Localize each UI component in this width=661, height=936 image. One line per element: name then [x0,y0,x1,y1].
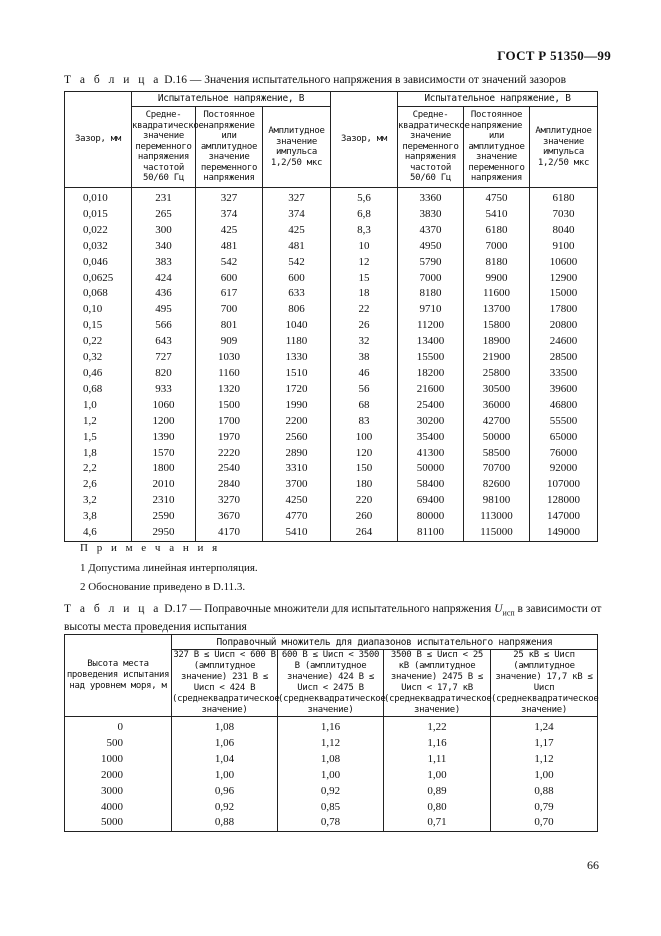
table-cell: 3310 [263,461,331,477]
header-dc-left: Постоянное напряжение или амплитудное значение переменного напряжения [196,107,263,188]
table-cell: 25800 [464,366,530,382]
table-cell: 1510 [263,366,331,382]
table-cell: 0,046 [65,255,132,271]
table-cell: 1180 [263,334,331,350]
table-cell: 7030 [530,207,598,223]
table-row [65,271,598,287]
table16-label: Т а б л и ц а [64,74,162,86]
table-cell: 2000 [65,768,172,784]
table-cell: 0,85 [278,800,384,816]
table-cell: 65000 [530,430,598,446]
table-cell: 18200 [398,366,464,382]
table-cell: 1700 [196,414,263,430]
table-cell: 1,8 [65,446,132,462]
table-cell: 566 [132,318,196,334]
table-row [65,188,598,207]
table-cell: 801 [196,318,263,334]
table-cell: 1500 [196,398,263,414]
table-cell: 1,00 [384,768,491,784]
header-range-3: 3500 В ≤ Uисп < 25 кВ (амплитудное значение) 2475 В ≤ Uисп < 17,7 кВ (среднеквадратическое значение) [384,650,492,715]
table-cell: 1990 [263,398,331,414]
table17-title-b: в зависимости от [514,603,602,615]
table-cell: 0 [65,717,172,736]
table-cell: 1330 [263,350,331,366]
table-cell: 542 [196,255,263,271]
table-cell: 0,068 [65,286,132,302]
table-cell: 32 [331,334,398,350]
table16-notes [80,541,258,594]
table-cell: 1,24 [491,717,598,736]
header-rms-right: Средне-квадратическое значение переменного напряжения частотой 50/60 Гц [398,107,464,188]
table-cell: 0,70 [491,815,598,831]
table-row [65,255,598,271]
table-cell: 41300 [398,446,464,462]
table-cell: 481 [263,239,331,255]
table-cell: 8,3 [331,223,398,239]
table-cell: 1,2 [65,414,132,430]
table-cell: 0,92 [278,784,384,800]
table-row [65,366,598,382]
table17-number: D.17 [164,603,187,615]
table-cell: 1320 [196,382,263,398]
table-cell: 0,68 [65,382,132,398]
table-d16-body [65,188,598,542]
table-d17-body [65,717,598,832]
table-cell: 9900 [464,271,530,287]
table-row [65,446,598,462]
table-cell: 46800 [530,398,598,414]
table-cell: 617 [196,286,263,302]
table-cell: 15000 [530,286,598,302]
table-cell: 36000 [464,398,530,414]
table-cell: 8180 [464,255,530,271]
table-cell: 1160 [196,366,263,382]
table-cell: 0,78 [278,815,384,831]
table-cell: 2590 [132,509,196,525]
table-cell: 0,015 [65,207,132,223]
header-gap-left: Зазор, мм [65,92,132,188]
table-cell: 39600 [530,382,598,398]
table-cell: 18 [331,286,398,302]
table-cell: 806 [263,302,331,318]
table-cell: 9710 [398,302,464,318]
table-cell: 425 [263,223,331,239]
table-row [65,509,598,525]
table-cell: 50000 [398,461,464,477]
table-cell: 600 [263,271,331,287]
table-row [65,286,598,302]
table-cell: 0,32 [65,350,132,366]
table-row [65,398,598,414]
document-code: ГОСТ Р 51350—99 [497,48,611,63]
table-cell: 150 [331,461,398,477]
table-cell: 1,08 [172,717,278,736]
table-cell: 0,032 [65,239,132,255]
table-cell: 50000 [464,430,530,446]
table-cell: 6,8 [331,207,398,223]
table-row [65,768,598,784]
table-cell: 4950 [398,239,464,255]
table-row [65,752,598,768]
table-cell: 1040 [263,318,331,334]
table-cell: 38 [331,350,398,366]
table-cell: 15 [331,271,398,287]
table-cell: 2560 [263,430,331,446]
header-voltage-group-left: Испытательное напряжение, В [132,92,331,107]
table-cell: 82600 [464,477,530,493]
table-cell: 35400 [398,430,464,446]
table-cell: 113000 [464,509,530,525]
table-cell: 70700 [464,461,530,477]
table-cell: 6180 [530,188,598,207]
table-row [65,736,598,752]
table-cell: 3360 [398,188,464,207]
table-cell: 3,2 [65,493,132,509]
table-cell: 1,16 [278,717,384,736]
table16-number: D.16 [164,74,187,86]
table-cell: 120 [331,446,398,462]
table-cell: 4170 [196,525,263,541]
table-cell: 30200 [398,414,464,430]
table-cell: 1,12 [491,752,598,768]
table-cell: 1,00 [491,768,598,784]
table-cell: 1000 [65,752,172,768]
table-row [65,815,598,831]
table-cell: 5410 [263,525,331,541]
table-cell: 1,0 [65,398,132,414]
table-cell: 100 [331,430,398,446]
header-range-4: 25 кВ ≤ Uисп (амплитудное значение) 17,7 кВ ≤ Uисп (среднеквадратическое значение) [491,650,599,715]
table-cell: 4250 [263,493,331,509]
table-cell: 2950 [132,525,196,541]
table-cell: 5410 [464,207,530,223]
table-cell: 0,92 [172,800,278,816]
table-cell: 1,00 [172,768,278,784]
table-cell: 2890 [263,446,331,462]
table-cell: 231 [132,188,196,207]
table-row [65,414,598,430]
header-rms-left: Средне-квадратическое значение переменного напряжения частотой 50/60 Гц [132,107,196,188]
header-altitude: Высота места проведения испытания над уровнем моря, м [65,635,172,717]
table-cell: 68 [331,398,398,414]
table-cell: 300 [132,223,196,239]
table-cell: 3270 [196,493,263,509]
table-row [65,717,598,736]
table-cell: 58400 [398,477,464,493]
table-row [65,350,598,366]
table-cell: 76000 [530,446,598,462]
table-cell: 0,15 [65,318,132,334]
table-cell: 2,2 [65,461,132,477]
table-cell: 149000 [530,525,598,541]
table-cell: 10 [331,239,398,255]
note-2: 2 Обоснование приведено в D.11.3. [80,581,246,593]
table-row [65,318,598,334]
table-d17 [64,634,598,832]
u-symbol: U [494,603,503,615]
table-cell: 933 [132,382,196,398]
note-1: 1 Допустима линейная интерполяция. [80,562,258,574]
table-cell: 42700 [464,414,530,430]
table-cell: 1,08 [278,752,384,768]
table-cell: 2840 [196,477,263,493]
table-cell: 25400 [398,398,464,414]
table-row [65,493,598,509]
table-cell: 481 [196,239,263,255]
table-cell: 1,06 [172,736,278,752]
header-range-2: 600 В ≤ Uисп < 3500 В (амплитудное значение) 424 В ≤ Uисп < 2475 В (среднеквадратическое значение) [278,650,386,715]
table-cell: 12 [331,255,398,271]
table-cell: 115000 [464,525,530,541]
table-cell: 4000 [65,800,172,816]
table-cell: 0,96 [172,784,278,800]
table-cell: 220 [331,493,398,509]
table-cell: 909 [196,334,263,350]
table-cell: 1,5 [65,430,132,446]
table-cell: 80000 [398,509,464,525]
table-cell: 542 [263,255,331,271]
table-cell: 5000 [65,815,172,831]
table-cell: 147000 [530,509,598,525]
table-cell: 11600 [464,286,530,302]
table16-title: — Значения испытательного напряжения в зависимости от значений зазоров [186,74,567,86]
table-cell: 11200 [398,318,464,334]
notes-title: П р и м е ч а н и я [80,542,221,554]
table-cell: 383 [132,255,196,271]
table-cell: 1800 [132,461,196,477]
table-cell: 1030 [196,350,263,366]
table-cell: 12900 [530,271,598,287]
table-row [65,382,598,398]
table-cell: 264 [331,525,398,541]
table-cell: 58500 [464,446,530,462]
table-cell: 69400 [398,493,464,509]
table-cell: 3670 [196,509,263,525]
table-cell: 92000 [530,461,598,477]
table-row [65,461,598,477]
table-cell: 0,10 [65,302,132,318]
table-cell: 17800 [530,302,598,318]
table-cell: 0,22 [65,334,132,350]
table-cell: 0,79 [491,800,598,816]
table-cell: 2220 [196,446,263,462]
table-cell: 1,17 [491,736,598,752]
table-cell: 2310 [132,493,196,509]
table-cell: 83 [331,414,398,430]
table-cell: 0,88 [491,784,598,800]
table-cell: 15500 [398,350,464,366]
table-cell: 3700 [263,477,331,493]
table-cell: 46 [331,366,398,382]
table-cell: 2540 [196,461,263,477]
table-cell: 260 [331,509,398,525]
table-cell: 820 [132,366,196,382]
header-impulse-right: Амплитудное значение импульса 1,2/50 мкс [530,107,598,188]
table-cell: 8180 [398,286,464,302]
table17-title-line2: высоты места проведения испытания [64,621,247,634]
table-cell: 0,46 [65,366,132,382]
table-cell: 7000 [464,239,530,255]
table-cell: 0,88 [172,815,278,831]
table-cell: 13700 [464,302,530,318]
table-row [65,223,598,239]
header-range-1: 327 В ≤ Uисп < 600 В (амплитудное значение) 231 В ≤ Uисп < 424 В (среднеквадратическое значение) [172,650,280,715]
table16-caption [64,73,566,87]
table-row [65,800,598,816]
table-cell: 1570 [132,446,196,462]
table-cell: 1390 [132,430,196,446]
table-cell: 81100 [398,525,464,541]
table-cell: 600 [196,271,263,287]
table-cell: 107000 [530,477,598,493]
header-factor-group: Поправочный множитель для диапазонов испытательного напряжения [172,635,598,650]
table-cell: 22 [331,302,398,318]
table-cell: 0,80 [384,800,491,816]
table-cell: 3830 [398,207,464,223]
table-cell: 9100 [530,239,598,255]
table-cell: 2200 [263,414,331,430]
table-row [65,239,598,255]
table-row [65,430,598,446]
table-cell: 4750 [464,188,530,207]
header-impulse-left: Амплитудное значение импульса 1,2/50 мкс [263,107,331,188]
table-cell: 10600 [530,255,598,271]
table-cell: 0,0625 [65,271,132,287]
header-voltage-group-right: Испытательное напряжение, В [398,92,598,107]
table-d16 [64,91,598,542]
table-cell: 0,89 [384,784,491,800]
table-cell: 1,12 [278,736,384,752]
table-cell: 700 [196,302,263,318]
table-cell: 0,71 [384,815,491,831]
table-row [65,525,598,541]
table-cell: 1,16 [384,736,491,752]
table-cell: 20800 [530,318,598,334]
table-cell: 4,6 [65,525,132,541]
table17-caption [64,602,601,634]
table-cell: 265 [132,207,196,223]
table-cell: 128000 [530,493,598,509]
table-cell: 3,8 [65,509,132,525]
table-cell: 1060 [132,398,196,414]
table-cell: 495 [132,302,196,318]
table-cell: 327 [196,188,263,207]
table-cell: 0,022 [65,223,132,239]
table17-title-a: — Поправочные множители для испытательного напряжения [186,603,495,615]
table-cell: 21900 [464,350,530,366]
table-cell: 7000 [398,271,464,287]
table-cell: 1970 [196,430,263,446]
table-cell: 1200 [132,414,196,430]
table-cell: 374 [196,207,263,223]
table-cell: 633 [263,286,331,302]
table-cell: 18900 [464,334,530,350]
table17-label: Т а б л и ц а [64,603,162,615]
table-cell: 5,6 [331,188,398,207]
table-cell: 30500 [464,382,530,398]
table-row [65,334,598,350]
u-subscript: исп [502,608,515,618]
table-cell: 436 [132,286,196,302]
table-cell: 33500 [530,366,598,382]
table-cell: 26 [331,318,398,334]
table-cell: 340 [132,239,196,255]
header-dc-right: Постоянное напряжение или амплитудное значение переменного напряжения [464,107,530,188]
table-cell: 1,11 [384,752,491,768]
table-cell: 180 [331,477,398,493]
table-row [65,784,598,800]
table-cell: 55500 [530,414,598,430]
table-cell: 28500 [530,350,598,366]
table-row [65,207,598,223]
table-cell: 21600 [398,382,464,398]
table-cell: 24600 [530,334,598,350]
table-cell: 500 [65,736,172,752]
table-cell: 425 [196,223,263,239]
page-number: 66 [587,858,599,872]
table-cell: 727 [132,350,196,366]
table-cell: 8040 [530,223,598,239]
table-cell: 643 [132,334,196,350]
table-cell: 424 [132,271,196,287]
table-cell: 4770 [263,509,331,525]
table-cell: 2,6 [65,477,132,493]
table-cell: 98100 [464,493,530,509]
table-cell: 1,00 [278,768,384,784]
table-cell: 13400 [398,334,464,350]
table-cell: 327 [263,188,331,207]
table-cell: 1,04 [172,752,278,768]
table-cell: 4370 [398,223,464,239]
table-cell: 374 [263,207,331,223]
table-cell: 0,010 [65,188,132,207]
table-cell: 6180 [464,223,530,239]
table-row [65,477,598,493]
table-cell: 1720 [263,382,331,398]
table-cell: 56 [331,382,398,398]
table-cell: 1,22 [384,717,491,736]
header-gap-right: Зазор, мм [331,92,398,188]
table-row [65,302,598,318]
table-cell: 15800 [464,318,530,334]
table-cell: 5790 [398,255,464,271]
table-cell: 3000 [65,784,172,800]
table-cell: 2010 [132,477,196,493]
